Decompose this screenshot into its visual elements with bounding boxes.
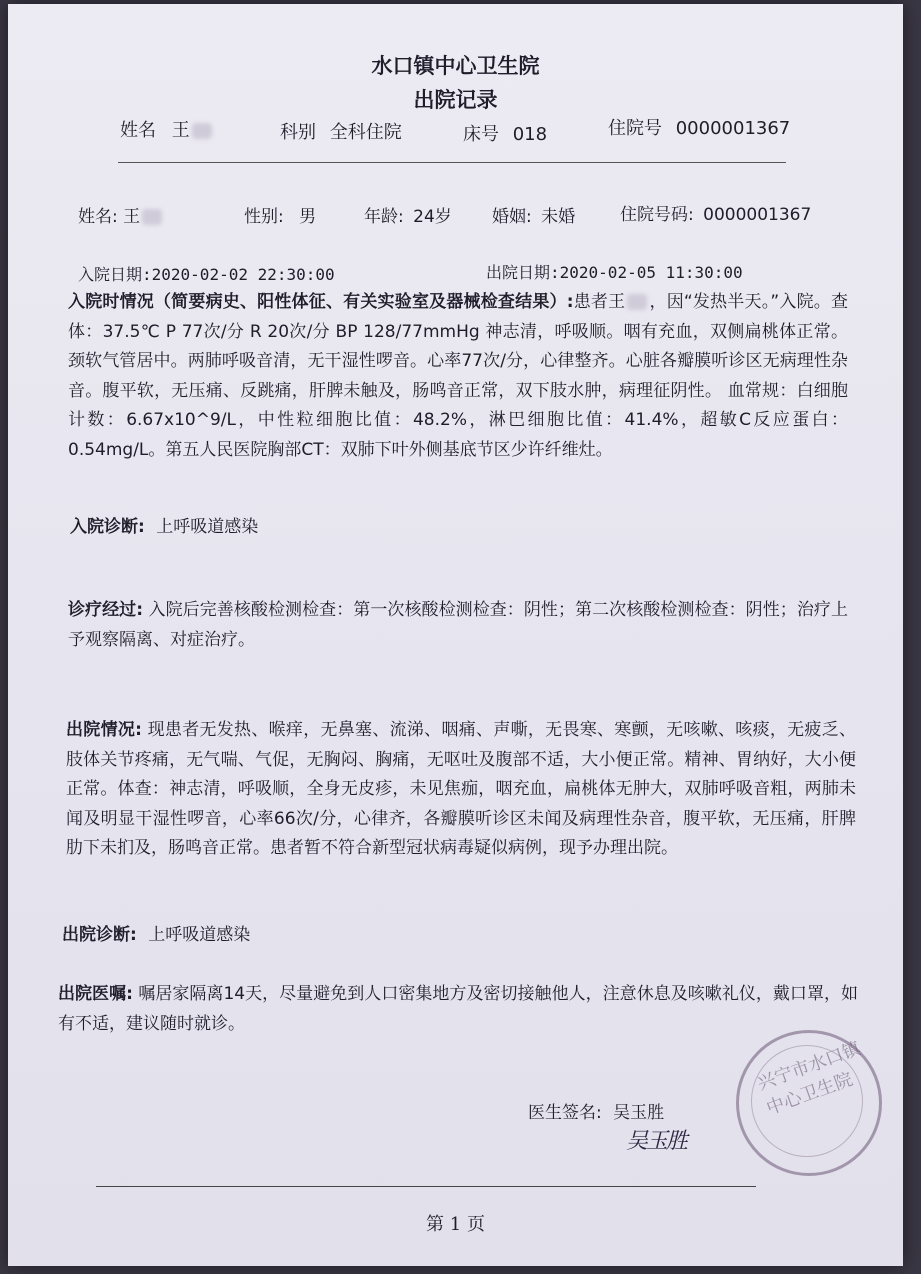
discharge-advice-section xyxy=(58,980,858,1039)
hospital-seal-stamp xyxy=(736,1030,882,1176)
discharge-date-field xyxy=(486,260,743,283)
patient-age-field xyxy=(364,202,452,227)
header-bed-label: 床号 xyxy=(463,124,499,145)
header-dept-field xyxy=(280,118,402,144)
patient-sex-value: 男 xyxy=(299,207,317,227)
admission-diagnosis-label: 入院诊断: xyxy=(70,517,145,537)
admission-diagnosis-field xyxy=(70,512,258,537)
header-name-value: 王 xyxy=(171,120,190,141)
discharge-date-value: 2020-02-05 11:30:00 xyxy=(559,263,743,282)
redaction-mark xyxy=(192,123,212,139)
discharge-advice-label: 出院医嘱: xyxy=(58,984,133,1004)
discharge-advice-text: 嘱居家隔离14天，尽量避免到人口密集地方及密切接触他人，注意休息及咳嗽礼仪，戴口罩，如有不适，建议随时就诊。 xyxy=(58,984,858,1034)
patient-marital-field xyxy=(492,202,575,227)
patient-marital-value: 未婚 xyxy=(541,207,576,227)
discharge-date-label: 出院日期: xyxy=(486,263,560,282)
admit-date-field xyxy=(78,262,335,285)
header-name-label: 姓名 xyxy=(120,120,156,141)
doctor-signature-label: 医生签名: xyxy=(528,1103,602,1123)
admit-date-value: 2020-02-02 22:30:00 xyxy=(151,265,335,284)
patient-age-value: 24岁 xyxy=(413,207,452,227)
discharge-condition-label: 出院情况: xyxy=(66,720,142,740)
header-name-field xyxy=(120,116,214,142)
discharge-condition-section xyxy=(66,716,856,864)
admission-condition-text-b: ，因“发热半天。”入院。查体：37.5℃ P 77次/分 R 20次/分 BP 128/77mmHg 神志清，呼吸顺。咽有充血，双侧扁桃体正常。颈软气管居中。两肺呼吸音清，无干湿性啰音。心率77次/分，心律整齐。心脏各瓣膜听诊区无病理性杂音。腹平软，无压痛、反跳痛，肝脾未触及，肠鸣音正常，双下肢水肿，病理征阴性。 血常规：白细胞计数：6.67x10^9/L，中性粒细胞比值：48.2%，淋巴细胞比值：41.4%，超敏C反应蛋白：0.54mg/L。第五人民医院胸部CT：双肺下叶外侧基底节区少许纤维灶。 xyxy=(68,292,848,460)
patient-admission-code-value: 0000001367 xyxy=(703,205,812,225)
patient-sex-label: 性别: xyxy=(244,207,284,227)
admission-condition-section xyxy=(68,288,848,466)
stamp-text: 兴宁市水口镇中心卫生院 xyxy=(754,1038,864,1120)
redaction-mark xyxy=(627,294,647,310)
patient-name-label: 姓名: xyxy=(78,207,118,227)
header-dept-label: 科别 xyxy=(280,122,316,143)
header-bed-field xyxy=(463,120,547,146)
header-admission-no-label: 住院号 xyxy=(608,118,662,139)
patient-admission-code-label: 住院号码: xyxy=(620,205,694,225)
discharge-condition-text: 现患者无发热、喉痒，无鼻塞、流涕、咽痛、声嘶，无畏寒、寒颤，无咳嗽、咳痰，无疲乏、肢体关节疼痛，无气喘、气促，无胸闷、胸痛，无呕吐及腹部不适，大小便正常。精神、胃纳好，大小便正常。体查：神志清，呼吸顺，全身无皮疹，未见焦痂，咽充血，扁桃体无肿大，双肺呼吸音粗，两肺未闻及明显干湿性啰音，心率66次/分，心律齐，各瓣膜听诊区未闻及病理性杂音，腹平软，无压痛，肝脾肋下未扪及，肠鸣音正常。患者暂不符合新型冠状病毒疑似病例，现予办理出院。 xyxy=(66,720,856,859)
page-number: 第 1 页 xyxy=(426,1214,485,1235)
header-divider xyxy=(118,162,786,163)
hospital-name: 水口镇中心卫生院 xyxy=(371,54,540,78)
redaction-mark xyxy=(142,209,162,225)
patient-name-field xyxy=(78,202,164,227)
discharge-diagnosis-value: 上呼吸道感染 xyxy=(148,925,251,945)
discharge-record-page xyxy=(8,4,903,1266)
patient-age-label: 年龄: xyxy=(364,207,404,227)
patient-admission-code-field xyxy=(620,200,811,225)
admit-date-label: 入院日期: xyxy=(78,265,152,284)
admission-condition-heading: 入院时情况（简要病史、阳性体征、有关实验室及器械检查结果）: xyxy=(68,292,574,312)
discharge-diagnosis-label: 出院诊断: xyxy=(62,925,137,945)
patient-name-value: 王 xyxy=(123,207,141,227)
footer-divider xyxy=(96,1186,756,1187)
doctor-signature-field xyxy=(528,1098,664,1123)
discharge-diagnosis-field xyxy=(62,920,250,945)
admission-condition-text-a: 患者王 xyxy=(573,292,626,312)
treatment-section xyxy=(68,596,848,655)
patient-sex-field xyxy=(244,202,316,227)
header-admission-no-value: 0000001367 xyxy=(675,118,791,139)
treatment-label: 诊疗经过: xyxy=(68,600,144,620)
header-bed-value: 018 xyxy=(512,124,548,145)
admission-diagnosis-value: 上呼吸道感染 xyxy=(156,517,259,537)
treatment-text: 入院后完善核酸检测检查：第一次核酸检测检查：阴性；第二次核酸检测检查：阴性；治疗上予观察隔离、对症治疗。 xyxy=(68,600,848,650)
patient-marital-label: 婚姻: xyxy=(492,207,532,227)
handwritten-signature: 吴玉胜 xyxy=(626,1129,687,1154)
doctor-signature-name: 吴玉胜 xyxy=(613,1103,665,1123)
header-dept-value: 全科住院 xyxy=(329,122,402,143)
document-title: 出院记录 xyxy=(413,88,498,112)
header-admission-no-field xyxy=(608,114,790,140)
